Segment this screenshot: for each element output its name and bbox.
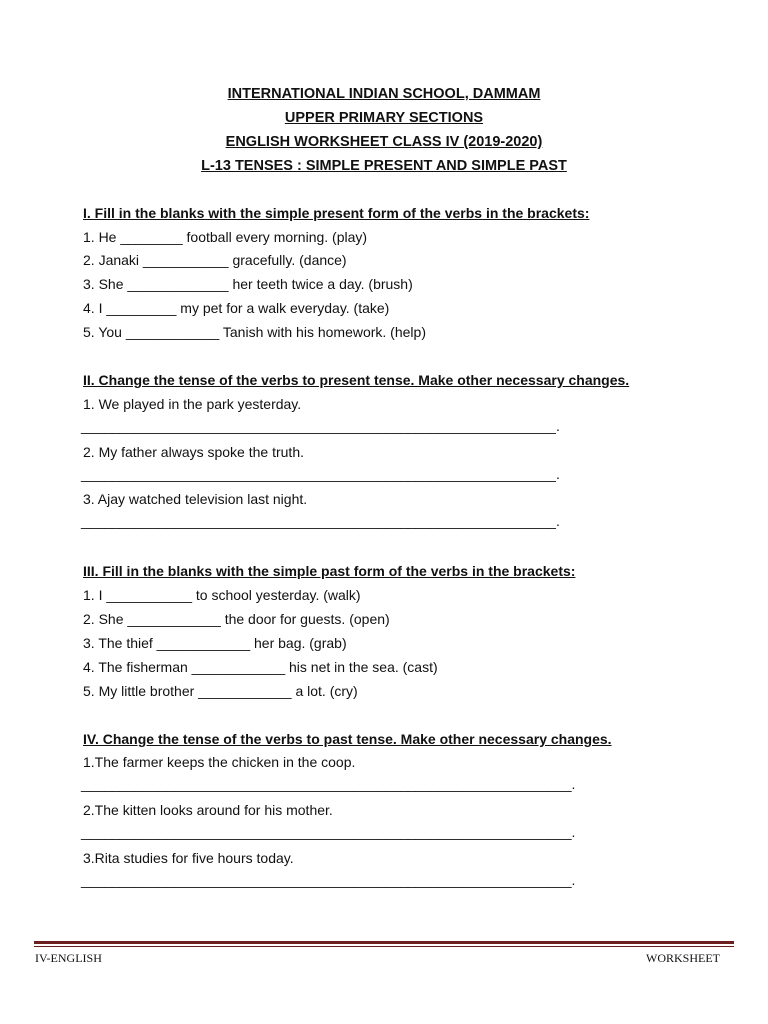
section-2-answer-line-2: _____________________________________________________________. <box>81 466 560 482</box>
section-2-title: II. Change the tense of the verbs to present tense. Make other necessary changes. <box>83 372 630 388</box>
footer-class-label: IV-ENGLISH <box>35 951 102 965</box>
section-3-item-1: 1. I ___________ to school yesterday. (walk) <box>83 587 361 603</box>
section-4-item-3: 3.Rita studies for five hours today. <box>83 850 294 866</box>
section-1-item-3: 3. She _____________ her teeth twice a day. (brush) <box>83 276 413 292</box>
section-2-item-3: 3. Ajay watched television last night. <box>83 491 308 507</box>
section-4-answer-line-3: _______________________________________________________________. <box>81 872 576 888</box>
section-1-item-1: 1. He ________ football every morning. (play) <box>83 229 368 245</box>
footer-doc-label: WORKSHEET <box>646 951 720 965</box>
footer-divider-thick <box>34 941 734 944</box>
section-1-title: I. Fill in the blanks with the simple present form of the verbs in the brackets: <box>83 205 590 221</box>
section-4-title: IV. Change the tense of the verbs to past tense. Make other necessary changes. <box>83 731 612 747</box>
section-1-item-2: 2. Janaki ___________ gracefully. (dance) <box>83 252 347 268</box>
section-4-item-2: 2.The kitten looks around for his mother. <box>83 802 333 818</box>
section-1-item-4: 4. I _________ my pet for a walk everyday. (take) <box>83 300 390 316</box>
section-3-item-4: 4. The fisherman ____________ his net in the sea. (cast) <box>83 659 438 675</box>
worksheet-title: ENGLISH WORKSHEET CLASS IV (2019-2020) <box>225 134 543 150</box>
footer-divider-thin <box>34 946 734 947</box>
worksheet-header <box>0 82 768 178</box>
lesson-title: L-13 TENSES : SIMPLE PRESENT AND SIMPLE PAST <box>201 158 567 174</box>
section-3-item-3: 3. The thief ____________ her bag. (grab) <box>83 635 347 651</box>
school-name: INTERNATIONAL INDIAN SCHOOL, DAMMAM <box>227 86 541 102</box>
section-2-answer-line-1: _____________________________________________________________. <box>81 418 560 434</box>
section-4-answer-line-2: _______________________________________________________________. <box>81 824 576 840</box>
section-2-item-2: 2. My father always spoke the truth. <box>83 444 304 460</box>
section-2-item-1: 1. We played in the park yesterday. <box>83 396 302 412</box>
section-2-answer-line-3: _____________________________________________________________. <box>81 513 560 529</box>
section-3-item-5: 5. My little brother ____________ a lot. (cry) <box>83 683 358 699</box>
section-4-item-1: 1.The farmer keeps the chicken in the coop. <box>83 754 356 770</box>
section-1-item-5: 5. You ____________ Tanish with his homework. (help) <box>83 324 426 340</box>
section-name: UPPER PRIMARY SECTIONS <box>284 110 484 126</box>
section-3-title: III. Fill in the blanks with the simple past form of the verbs in the brackets: <box>83 563 576 579</box>
section-3-item-2: 2. She ____________ the door for guests. (open) <box>83 611 390 627</box>
section-4-answer-line-1: _______________________________________________________________. <box>81 776 576 792</box>
